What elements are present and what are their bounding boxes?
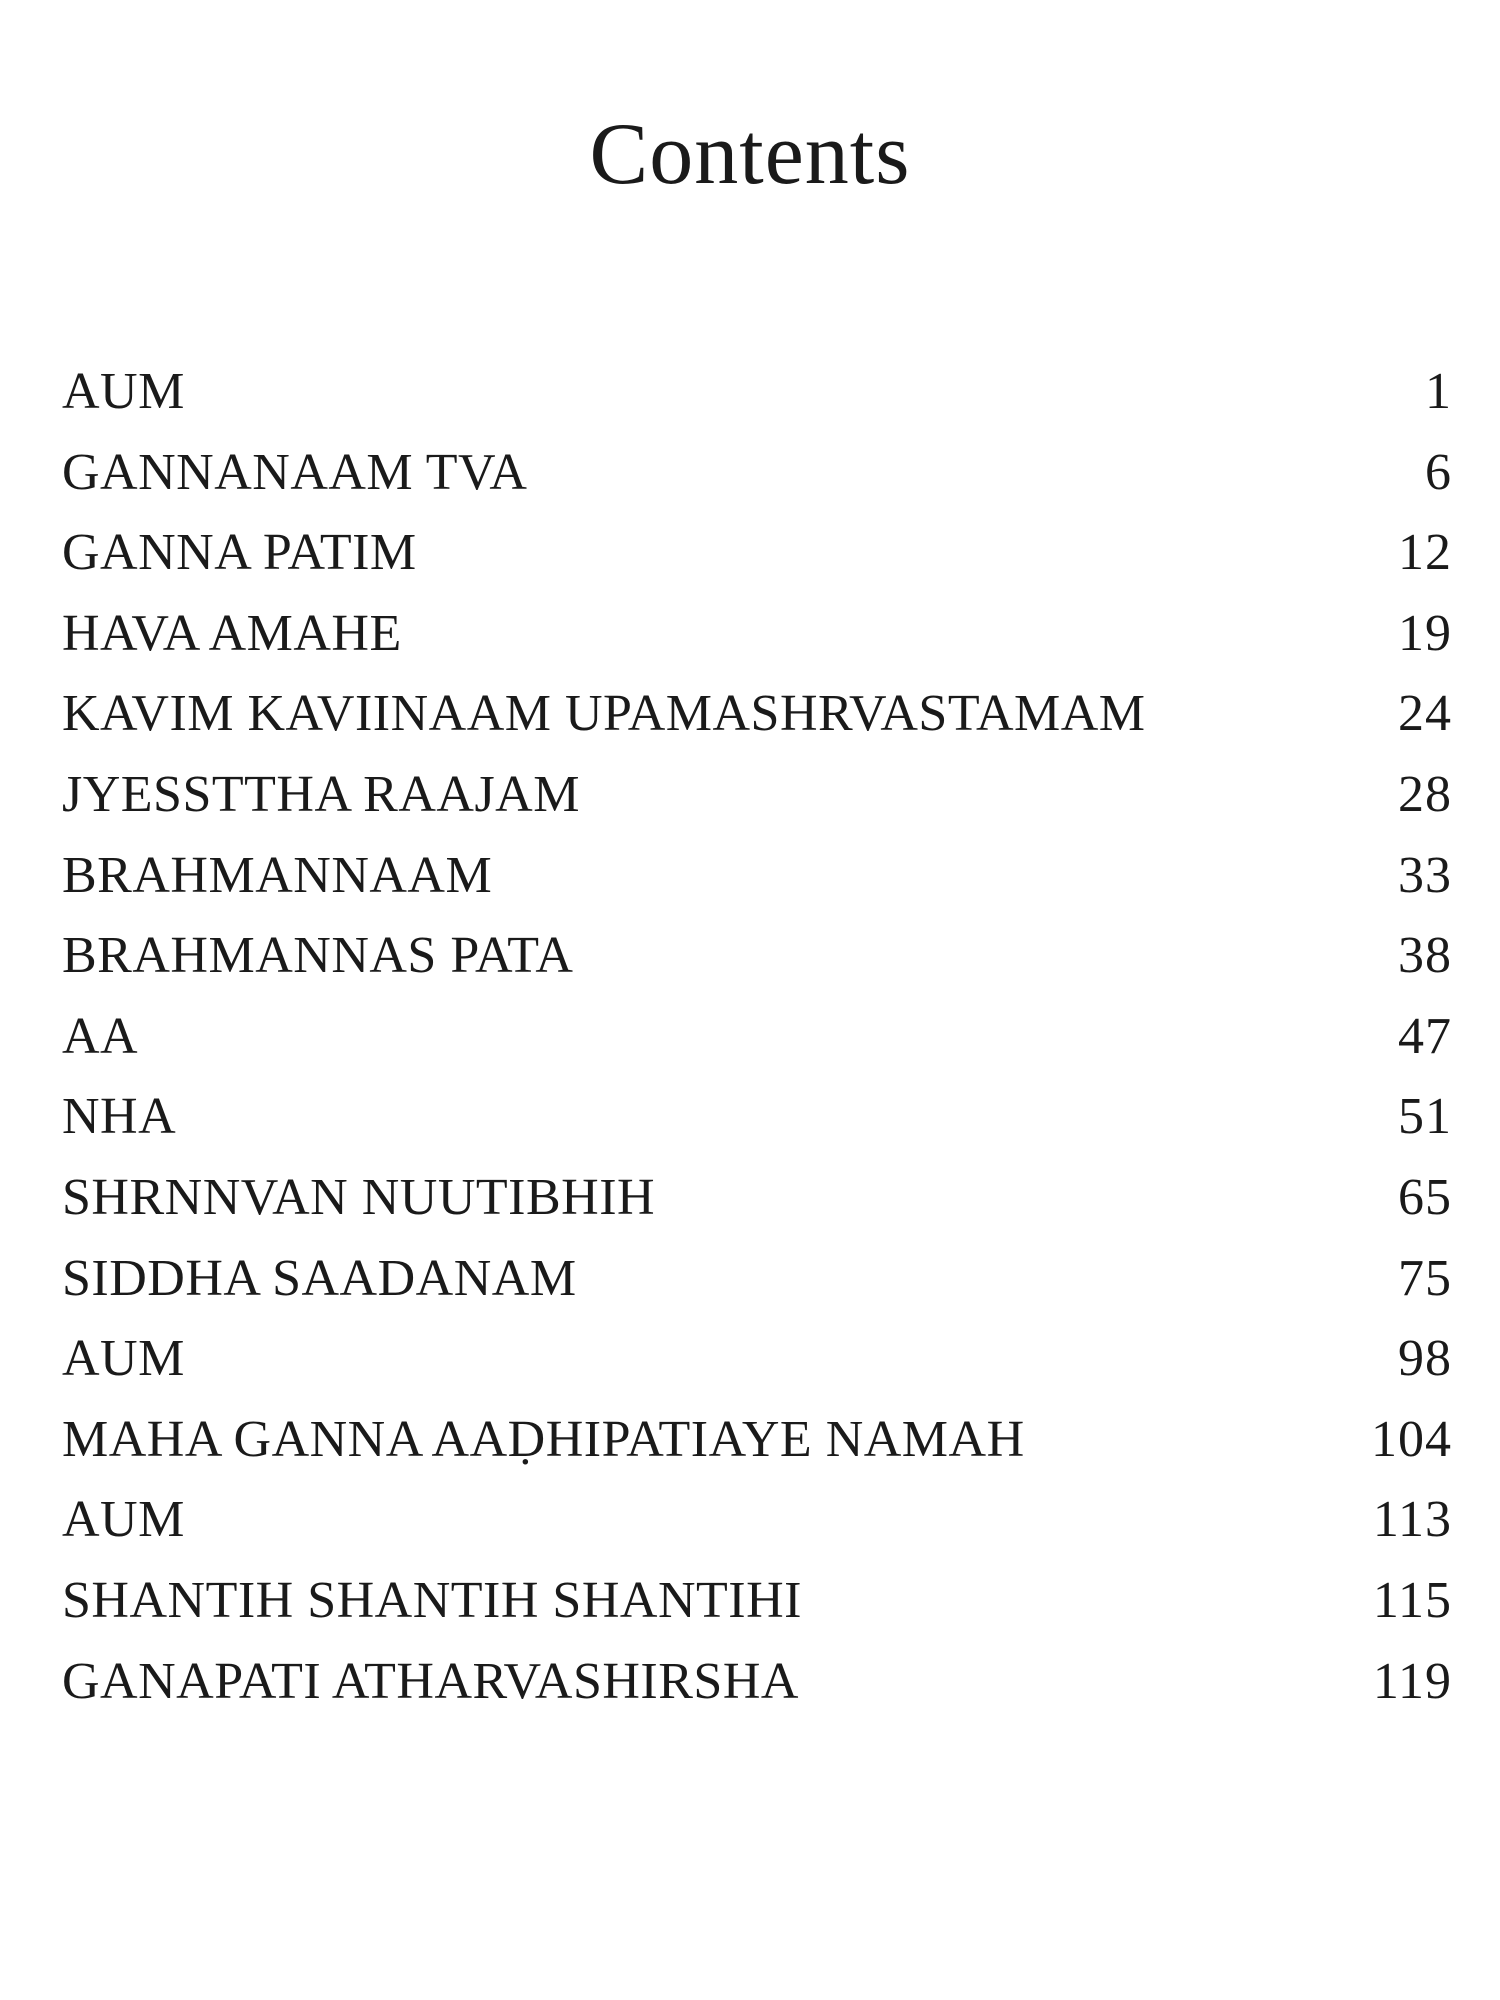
toc-entry [62,513,1452,594]
toc-entry-page: 65 [1398,1168,1452,1226]
toc-entry-title: AUM [62,363,185,420]
toc-entry [62,916,1452,997]
toc-entry [62,997,1452,1078]
page-title: Contents [589,106,911,203]
toc-entry-page: 47 [1398,1007,1452,1065]
table-of-contents [62,352,1452,1722]
toc-entry-title: SHANTIH SHANTIH SHANTIHI [62,1571,802,1629]
toc-entry-page: 51 [1398,1088,1452,1146]
toc-entry [62,1400,1452,1481]
toc-entry-title: KAVIM KAVIINAAM UPAMASHRVASTAMAM [62,685,1146,743]
toc-entry-title: GANNA PATIM [62,524,417,582]
toc-entry-page: 19 [1398,604,1452,662]
toc-entry [62,1480,1452,1561]
toc-entry-title: GANAPATI ATHARVASHIRSHA [62,1652,799,1710]
toc-entry [62,1239,1452,1320]
toc-entry-page: 75 [1398,1249,1452,1307]
toc-entry-page: 113 [1372,1491,1452,1549]
toc-entry [62,1319,1452,1400]
toc-entry [62,352,1452,433]
toc-entry-page: 98 [1398,1330,1452,1388]
toc-entry [62,755,1452,836]
toc-entry-title: SHRNNVAN NUUTIBHIH [62,1168,656,1226]
toc-entry [62,1077,1452,1158]
toc-entry-page: 1 [1425,363,1452,420]
toc-entry-title: MAHA GANNA AAḌHIPATIAYE NAMAH [62,1410,1025,1468]
toc-entry-page: 6 [1425,443,1452,501]
toc-entry-title: BRAHMANNAS PATA [62,927,574,985]
toc-entry-title: JYESSTTHA RAAJAM [62,765,580,823]
toc-entry-page: 104 [1371,1410,1452,1468]
toc-entry [62,594,1452,675]
toc-entry [62,1642,1452,1723]
toc-entry-title: AA [62,1007,139,1065]
toc-entry [62,836,1452,917]
toc-entry-title: NHA [62,1088,177,1146]
toc-entry [62,1561,1452,1642]
toc-entry-title: SIDDHA SAADANAM [62,1249,577,1307]
toc-entry-title: AUM [62,1330,185,1388]
toc-entry-page: 24 [1398,685,1452,743]
toc-entry [62,433,1452,514]
toc-entry-page: 119 [1372,1652,1452,1710]
toc-entry [62,1158,1452,1239]
toc-entry-page: 28 [1398,765,1452,823]
toc-entry-page: 12 [1398,524,1452,582]
toc-entry [62,674,1452,755]
toc-entry-title: HAVA AMAHE [62,604,402,662]
toc-entry-title: AUM [62,1491,185,1549]
toc-entry-title: GANNANAAM TVA [62,443,528,501]
toc-entry-page: 115 [1372,1571,1452,1629]
toc-entry-title: BRAHMANNAAM [62,846,493,904]
toc-entry-page: 33 [1398,846,1452,904]
toc-entry-page: 38 [1398,927,1452,985]
